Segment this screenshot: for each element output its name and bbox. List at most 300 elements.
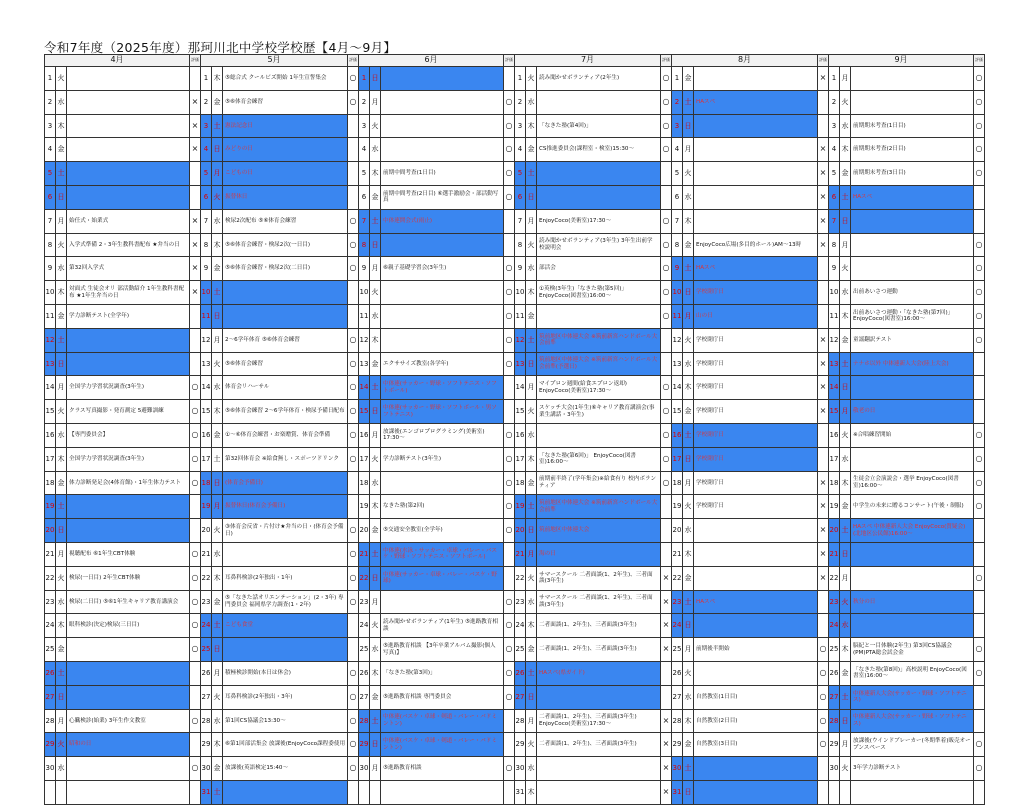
weekday: 金 xyxy=(212,757,223,781)
weekday: 月 xyxy=(683,638,694,662)
day-number: 15 xyxy=(201,400,212,424)
attendance-mark: ○ xyxy=(190,590,201,614)
event-text xyxy=(694,138,818,162)
day-row xyxy=(829,138,985,162)
day-number: 13 xyxy=(515,352,526,376)
attendance-mark: × xyxy=(818,519,829,543)
day-number: 1 xyxy=(201,67,212,91)
day-row xyxy=(45,733,201,757)
attendance-mark: × xyxy=(190,90,201,114)
attendance-mark: ○ xyxy=(818,685,829,709)
day-number: 12 xyxy=(201,328,212,352)
event-text: 学校閉庁日 xyxy=(694,400,818,424)
attendance-mark xyxy=(818,757,829,781)
attendance-mark xyxy=(190,685,201,709)
day-number: 13 xyxy=(201,352,212,376)
attendance-mark xyxy=(818,780,829,804)
day-number: 25 xyxy=(201,638,212,662)
day-row xyxy=(515,709,672,733)
event-text: 二者面談(1、2年生)、三者面談(3年生) EnjoyCoco(美術室)17:30～ xyxy=(537,709,661,733)
event-text xyxy=(381,90,504,114)
event-text: 自然教室(3日目) xyxy=(694,733,818,757)
weekday: 木 xyxy=(526,614,537,638)
attendance-mark: × xyxy=(661,590,672,614)
event-text: 「なきた塾(第6回)」 EnjoyCoco(図書室)16:00～ xyxy=(537,447,661,471)
attendance-mark xyxy=(190,733,201,757)
weekday: 土 xyxy=(840,685,851,709)
day-row xyxy=(672,376,829,400)
day-row xyxy=(359,352,515,376)
day-number: 29 xyxy=(829,733,840,757)
event-text xyxy=(67,67,190,91)
attendance-mark: ○ xyxy=(190,542,201,566)
attendance-mark xyxy=(190,304,201,328)
day-row xyxy=(829,400,985,424)
day-row xyxy=(45,209,201,233)
weekday: 火 xyxy=(212,352,223,376)
attendance-mark: × xyxy=(661,733,672,757)
day-row xyxy=(672,67,829,91)
event-text: 学校閉庁日 xyxy=(694,447,818,471)
attendance-mark: ○ xyxy=(818,661,829,685)
attendance-mark: ○ xyxy=(974,304,985,328)
day-number: 11 xyxy=(201,304,212,328)
weekday: 木 xyxy=(526,281,537,305)
event-text: こども食堂 xyxy=(223,614,348,638)
weekday: 金 xyxy=(526,638,537,662)
event-text xyxy=(851,614,974,638)
attendance-mark xyxy=(974,185,985,209)
event-text xyxy=(381,590,504,614)
day-number: 23 xyxy=(45,590,56,614)
day-row xyxy=(829,90,985,114)
event-text: 山の日 xyxy=(694,304,818,328)
weekday: 日 xyxy=(212,471,223,495)
event-text: ⑤進路教育相談 専門委員会 xyxy=(381,685,504,709)
weekday: 土 xyxy=(526,661,537,685)
day-row xyxy=(201,328,359,352)
day-number: 14 xyxy=(45,376,56,400)
day-number: 6 xyxy=(829,185,840,209)
attendance-mark xyxy=(504,400,515,424)
day-row xyxy=(45,257,201,281)
day-row xyxy=(515,257,672,281)
day-number: 7 xyxy=(359,209,370,233)
event-text: こどもの日 xyxy=(223,162,348,186)
attendance-mark: ○ xyxy=(818,709,829,733)
mark-header: 評価 xyxy=(818,55,829,67)
day-number: 8 xyxy=(515,233,526,257)
weekday: 木 xyxy=(526,114,537,138)
event-text: 振替休日 xyxy=(223,185,348,209)
weekday: 金 xyxy=(370,352,381,376)
day-number: 14 xyxy=(672,376,683,400)
event-text: 検尿(一日目) 2年生CBT体験 xyxy=(67,566,190,590)
day-number: 19 xyxy=(201,495,212,519)
event-text: 中学生の未来に贈るコンサート(午後・制服) xyxy=(851,495,974,519)
attendance-mark xyxy=(348,281,359,305)
day-row xyxy=(201,566,359,590)
attendance-mark: ○ xyxy=(661,376,672,400)
day-number: 11 xyxy=(672,304,683,328)
attendance-mark: ○ xyxy=(974,423,985,447)
weekday: 月 xyxy=(212,162,223,186)
weekday: 土 xyxy=(212,281,223,305)
event-text: 自然教室(1日目) xyxy=(694,685,818,709)
event-text xyxy=(694,614,818,638)
day-number: 2 xyxy=(201,90,212,114)
weekday: 月 xyxy=(840,233,851,257)
attendance-mark: ○ xyxy=(974,638,985,662)
weekday: 月 xyxy=(56,709,67,733)
day-number: 2 xyxy=(672,90,683,114)
event-text: ⑤⑥体育会練習 xyxy=(223,90,348,114)
day-row xyxy=(201,614,359,638)
day-row xyxy=(359,757,515,781)
day-row xyxy=(45,542,201,566)
weekday: 土 xyxy=(56,661,67,685)
attendance-mark: ○ xyxy=(190,447,201,471)
day-number xyxy=(829,780,840,804)
attendance-mark: × xyxy=(661,566,672,590)
month-7 xyxy=(514,54,672,805)
attendance-mark: ○ xyxy=(504,447,515,471)
day-row xyxy=(359,566,515,590)
day-number: 16 xyxy=(829,423,840,447)
day-row xyxy=(515,67,672,91)
day-row xyxy=(359,638,515,662)
event-text xyxy=(381,114,504,138)
event-text: CS推進委員会(課程室・検室)15:30～ xyxy=(537,138,661,162)
event-text: 放課後(ウインドブレーカー(冬期準着)販売オープンスペース xyxy=(851,733,974,757)
weekday: 月 xyxy=(370,590,381,614)
day-row xyxy=(515,162,672,186)
day-number: 11 xyxy=(515,304,526,328)
day-number: 19 xyxy=(515,495,526,519)
day-row xyxy=(515,590,672,614)
month-header: 8月 xyxy=(672,55,818,67)
day-number: 25 xyxy=(359,638,370,662)
weekday: 日 xyxy=(683,780,694,804)
weekday xyxy=(370,780,381,804)
day-number: 8 xyxy=(201,233,212,257)
event-text xyxy=(537,685,661,709)
attendance-mark: ○ xyxy=(348,257,359,281)
attendance-mark: ○ xyxy=(348,709,359,733)
weekday: 火 xyxy=(212,185,223,209)
day-row xyxy=(672,257,829,281)
day-number: 17 xyxy=(672,447,683,471)
day-row xyxy=(201,209,359,233)
weekday: 水 xyxy=(56,423,67,447)
day-row xyxy=(829,423,985,447)
event-text xyxy=(694,519,818,543)
attendance-mark: ○ xyxy=(348,328,359,352)
day-number: 10 xyxy=(201,281,212,305)
weekday: 土 xyxy=(212,114,223,138)
event-text: ⑤進路教育相談 【3年卒業アルバム撮影(個人写真)】 xyxy=(381,638,504,662)
event-text: 「なきた塾(第3回)」 xyxy=(381,661,504,685)
weekday: 月 xyxy=(212,495,223,519)
event-text xyxy=(67,495,190,519)
attendance-mark xyxy=(974,542,985,566)
attendance-mark xyxy=(974,400,985,424)
event-text xyxy=(694,162,818,186)
weekday: 火 xyxy=(683,495,694,519)
day-row xyxy=(201,400,359,424)
day-row xyxy=(201,138,359,162)
attendance-mark: ○ xyxy=(504,519,515,543)
day-number: 26 xyxy=(672,661,683,685)
event-text: 筑前地区中体連大会 xyxy=(537,519,661,543)
day-row xyxy=(515,304,672,328)
weekday: 日 xyxy=(370,566,381,590)
day-row xyxy=(359,495,515,519)
day-row xyxy=(672,400,829,424)
day-row xyxy=(515,661,672,685)
day-number: 21 xyxy=(45,542,56,566)
day-row xyxy=(45,709,201,733)
attendance-mark xyxy=(348,185,359,209)
attendance-mark: ○ xyxy=(190,614,201,638)
attendance-mark xyxy=(348,162,359,186)
attendance-mark: ○ xyxy=(504,352,515,376)
attendance-mark: ○ xyxy=(348,209,359,233)
day-row xyxy=(45,519,201,543)
event-text: 中体連(サッカー・野球・ソフトボール・男ソフトテニス) xyxy=(381,400,504,424)
attendance-mark: ○ xyxy=(504,423,515,447)
day-row xyxy=(672,90,829,114)
day-number: 19 xyxy=(359,495,370,519)
day-row xyxy=(829,257,985,281)
weekday: 水 xyxy=(840,614,851,638)
event-text: 全国学力学習状況調査(3年生) xyxy=(67,447,190,471)
attendance-mark xyxy=(818,447,829,471)
attendance-mark: × xyxy=(818,400,829,424)
day-number: 22 xyxy=(201,566,212,590)
day-row xyxy=(359,162,515,186)
day-row xyxy=(829,519,985,543)
event-text xyxy=(694,661,818,685)
event-text xyxy=(67,138,190,162)
day-number: 3 xyxy=(201,114,212,138)
event-text: 中体連新人大会(サッカー・野球・ソフトテニス) xyxy=(851,709,974,733)
mark-header: 評価 xyxy=(504,55,515,67)
attendance-mark: × xyxy=(190,281,201,305)
day-number: 24 xyxy=(829,614,840,638)
attendance-mark: ○ xyxy=(348,233,359,257)
attendance-mark xyxy=(190,67,201,91)
day-number: 30 xyxy=(829,757,840,781)
event-text: 第1回CS協議会13:30～ xyxy=(223,709,348,733)
mark-header: 評価 xyxy=(661,55,672,67)
month-5 xyxy=(200,54,359,805)
day-number: 13 xyxy=(829,352,840,376)
day-number: 24 xyxy=(45,614,56,638)
day-number: 23 xyxy=(201,590,212,614)
event-text: 筑前地区中体連大会 ※筑前新宮ハンドボール大会前準 xyxy=(537,328,661,352)
event-text: スケッチ大会(1年生)⑥キャリア教育講演会(事業生講話・3年生) xyxy=(537,400,661,424)
day-number: 1 xyxy=(515,67,526,91)
day-number: 3 xyxy=(45,114,56,138)
day-number: 9 xyxy=(672,257,683,281)
attendance-mark: ○ xyxy=(818,733,829,757)
day-row xyxy=(359,471,515,495)
event-text xyxy=(67,185,190,209)
weekday: 土 xyxy=(526,495,537,519)
weekday: 木 xyxy=(370,328,381,352)
weekday: 土 xyxy=(683,90,694,114)
weekday: 木 xyxy=(840,638,851,662)
weekday: 水 xyxy=(212,709,223,733)
page-title: 令和7年度（2025年度）那珂川北中学校学校歴【4月～9月】 xyxy=(44,40,397,55)
day-number: 29 xyxy=(515,733,526,757)
day-row xyxy=(829,304,985,328)
weekday: 土 xyxy=(56,495,67,519)
weekday: 月 xyxy=(840,733,851,757)
weekday: 木 xyxy=(840,304,851,328)
day-row xyxy=(829,328,985,352)
attendance-mark: ○ xyxy=(348,423,359,447)
event-text xyxy=(67,661,190,685)
day-number: 3 xyxy=(359,114,370,138)
day-number: 27 xyxy=(515,685,526,709)
weekday: 金 xyxy=(56,138,67,162)
day-number: 1 xyxy=(829,67,840,91)
day-row xyxy=(672,685,829,709)
weekday: 日 xyxy=(683,614,694,638)
day-row xyxy=(201,709,359,733)
event-text: 昭和の日 xyxy=(67,733,190,757)
attendance-mark xyxy=(661,542,672,566)
event-text xyxy=(694,209,818,233)
attendance-mark xyxy=(348,304,359,328)
event-text: 読み聞かせボランティア(3年生) 3年生出前学校説明会 xyxy=(537,233,661,257)
day-row xyxy=(201,114,359,138)
day-row xyxy=(672,233,829,257)
day-row xyxy=(201,780,359,804)
attendance-mark: ○ xyxy=(348,661,359,685)
day-number: 31 xyxy=(672,780,683,804)
attendance-mark: ○ xyxy=(504,685,515,709)
event-text: ①～⑥体育会練習・お楽贈賞、体育会準備 xyxy=(223,423,348,447)
day-number: 25 xyxy=(829,638,840,662)
day-number: 4 xyxy=(515,138,526,162)
weekday: 日 xyxy=(370,733,381,757)
event-text xyxy=(381,304,504,328)
event-text xyxy=(537,162,661,186)
day-number: 15 xyxy=(359,400,370,424)
day-row xyxy=(45,162,201,186)
day-row xyxy=(515,114,672,138)
day-number: 4 xyxy=(672,138,683,162)
event-text: なきた塾(第2回) xyxy=(381,495,504,519)
event-text: 中体連(サッカー・野球・ソフトテニス・ソフトボール) xyxy=(381,376,504,400)
attendance-mark: ○ xyxy=(348,757,359,781)
day-number: 28 xyxy=(201,709,212,733)
weekday: 土 xyxy=(212,780,223,804)
weekday: 金 xyxy=(526,304,537,328)
day-number: 1 xyxy=(359,67,370,91)
event-text: 童謡翻訳テスト xyxy=(851,328,974,352)
day-number: 31 xyxy=(515,780,526,804)
event-text: 耳鼻科検診(2年独出・1年) xyxy=(223,566,348,590)
day-number: 23 xyxy=(359,590,370,614)
day-number: 6 xyxy=(45,185,56,209)
weekday xyxy=(56,780,67,804)
event-text xyxy=(67,352,190,376)
event-text: 中体連(バスケ・卓球・剣道・バレー・バドミントン) xyxy=(381,709,504,733)
day-number: 21 xyxy=(829,542,840,566)
attendance-mark: ○ xyxy=(974,281,985,305)
weekday: 月 xyxy=(683,138,694,162)
event-text xyxy=(694,542,818,566)
attendance-mark: ○ xyxy=(190,566,201,590)
day-number: 24 xyxy=(672,614,683,638)
day-number: 19 xyxy=(672,495,683,519)
attendance-mark: ○ xyxy=(348,447,359,471)
day-number: 5 xyxy=(829,162,840,186)
event-text: 敬老の日 xyxy=(851,400,974,424)
month-9 xyxy=(828,54,985,805)
day-row xyxy=(359,519,515,543)
attendance-mark: ○ xyxy=(661,67,672,91)
day-row xyxy=(672,352,829,376)
day-row xyxy=(45,780,201,804)
day-row xyxy=(201,233,359,257)
day-number: 10 xyxy=(672,281,683,305)
event-text: ⑤⑥体育会練習・検尿2次(二日目) xyxy=(223,257,348,281)
day-number: 19 xyxy=(829,495,840,519)
weekday: 火 xyxy=(526,566,537,590)
day-row xyxy=(672,709,829,733)
event-text: 中体連(水泳・サッカー・卓球・バレー・バスケ・野球・ソフトテニス・ソフトボール) xyxy=(381,542,504,566)
day-row xyxy=(201,67,359,91)
day-row xyxy=(45,614,201,638)
day-number: 11 xyxy=(829,304,840,328)
weekday: 金 xyxy=(526,138,537,162)
event-text: 心臓検診(始業) 3年生作文教室 xyxy=(67,709,190,733)
day-row xyxy=(45,638,201,662)
day-number: 2 xyxy=(829,90,840,114)
weekday: 水 xyxy=(56,90,67,114)
attendance-mark xyxy=(818,281,829,305)
day-row xyxy=(359,780,515,804)
event-text: ⑤⑥体育会練習 2～6学年体育・検尿予備日配布 xyxy=(223,400,348,424)
day-row xyxy=(672,590,829,614)
day-number: 18 xyxy=(829,471,840,495)
day-row xyxy=(672,757,829,781)
day-row xyxy=(672,447,829,471)
attendance-mark: ○ xyxy=(348,566,359,590)
weekday: 金 xyxy=(683,566,694,590)
day-row xyxy=(829,209,985,233)
day-number: 17 xyxy=(45,447,56,471)
day-row xyxy=(672,566,829,590)
day-row xyxy=(515,685,672,709)
weekday: 土 xyxy=(212,614,223,638)
day-row xyxy=(45,400,201,424)
attendance-mark: × xyxy=(818,376,829,400)
event-text xyxy=(537,757,661,781)
day-number: 20 xyxy=(829,519,840,543)
day-number: 22 xyxy=(829,566,840,590)
attendance-mark xyxy=(504,542,515,566)
day-number: 17 xyxy=(515,447,526,471)
event-text xyxy=(851,376,974,400)
day-row xyxy=(672,661,829,685)
day-number: 6 xyxy=(359,185,370,209)
